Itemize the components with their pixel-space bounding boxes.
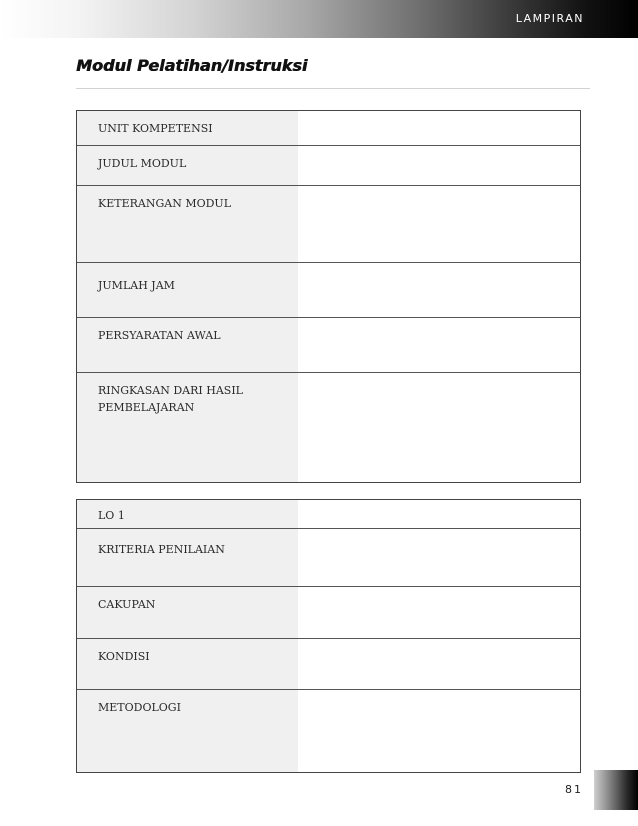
value-lo-1[interactable] — [298, 500, 580, 528]
row-cakupan — [77, 587, 580, 639]
label-persyaratan-awal: PERSYARATAN AWAL — [77, 318, 298, 372]
page-number: 81 — [565, 783, 583, 796]
value-keterangan-modul[interactable] — [298, 186, 580, 262]
label-ringkasan-hasil: RINGKASAN DARI HASIL PEMBELAJARAN — [77, 373, 298, 482]
value-judul-modul[interactable] — [298, 146, 580, 185]
value-cakupan[interactable] — [298, 587, 580, 638]
learning-outcome-table — [76, 499, 581, 773]
value-jumlah-jam[interactable] — [298, 263, 580, 317]
label-unit-kompetensi: UNIT KOMPETENSI — [77, 111, 298, 145]
header-label: LAMPIRAN — [515, 12, 584, 25]
page-title: Modul Pelatihan/Instruksi — [76, 56, 308, 75]
value-kriteria-penilaian[interactable] — [298, 529, 580, 586]
header-bar — [0, 0, 638, 38]
label-cakupan: CAKUPAN — [77, 587, 298, 638]
label-lo-1: LO 1 — [77, 500, 298, 528]
label-kriteria-penilaian: KRITERIA PENILAIAN — [77, 529, 298, 586]
row-persyaratan-awal — [77, 318, 580, 373]
label-metodologi: METODOLOGI — [77, 690, 298, 772]
module-info-table — [76, 110, 581, 483]
value-persyaratan-awal[interactable] — [298, 318, 580, 372]
label-judul-modul: JUDUL MODUL — [77, 146, 298, 185]
row-jumlah-jam — [77, 263, 580, 318]
title-divider — [76, 88, 590, 89]
row-kriteria-penilaian — [77, 529, 580, 587]
value-unit-kompetensi[interactable] — [298, 111, 580, 145]
row-unit-kompetensi — [77, 111, 580, 146]
label-kondisi: KONDISI — [77, 639, 298, 689]
row-lo-1 — [77, 500, 580, 529]
row-ringkasan-hasil — [77, 373, 580, 482]
row-kondisi — [77, 639, 580, 690]
value-ringkasan-hasil[interactable] — [298, 373, 580, 482]
value-metodologi[interactable] — [298, 690, 580, 772]
row-keterangan-modul — [77, 186, 580, 263]
footer-block — [594, 770, 638, 810]
value-kondisi[interactable] — [298, 639, 580, 689]
row-metodologi — [77, 690, 580, 772]
label-jumlah-jam: JUMLAH JAM — [77, 263, 298, 317]
label-keterangan-modul: KETERANGAN MODUL — [77, 186, 298, 262]
row-judul-modul — [77, 146, 580, 186]
